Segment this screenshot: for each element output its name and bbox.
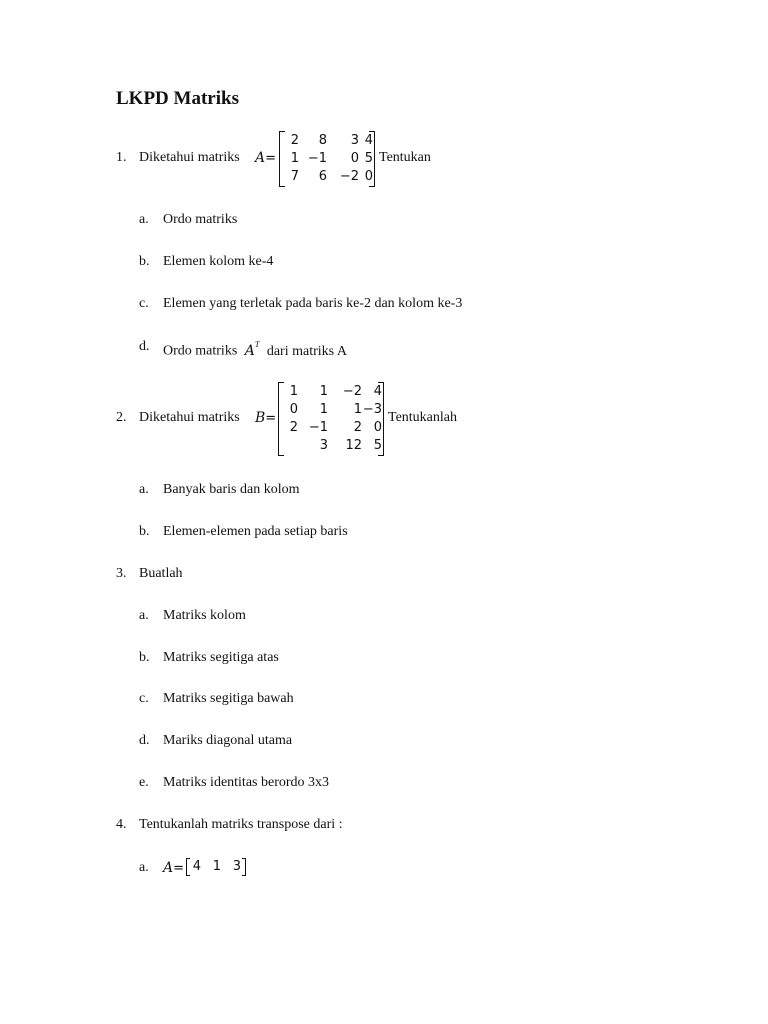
q1-matrix-var: A <box>255 150 266 166</box>
q1-item-c-text: Elemen yang terletak pada baris ke-2 dan kolom ke-3 <box>163 296 463 311</box>
matrix-right-bracket <box>242 858 246 876</box>
matrix-b <box>278 382 384 456</box>
q1-item-d-after: dari matriks A <box>266 343 347 359</box>
q2-after-text: Tentukanlah <box>388 410 457 425</box>
q1-item-b-text: Elemen kolom ke-4 <box>163 254 274 269</box>
q1-item-a-text: Ordo matriks <box>163 212 238 227</box>
q3-item-b-label: b. <box>139 650 150 665</box>
matrix-row-vector <box>186 858 246 876</box>
matrix-cell: 3 <box>350 133 359 148</box>
matrix-cell: 6 <box>318 169 327 184</box>
matrix-cell: 0 <box>373 420 382 435</box>
q3-item-a-label: a. <box>139 608 149 623</box>
matrix-a <box>279 131 375 187</box>
matrix-cell: 2 <box>289 420 298 435</box>
q1-number: 1. <box>116 150 127 165</box>
q2-item-a-label: a. <box>139 482 149 497</box>
q3-number: 3. <box>116 566 127 581</box>
matrix-cell: 1 <box>289 384 298 399</box>
matrix-row <box>284 419 382 437</box>
q1-item-d-var: A <box>244 342 255 359</box>
q1-item-b-label: b. <box>139 254 150 269</box>
matrix-cell: 1 <box>290 151 299 166</box>
matrix-cell: 12 <box>345 438 362 453</box>
matrix-cell: 0 <box>364 169 373 184</box>
q2-matrix-var: B <box>255 410 266 426</box>
matrix-cell: 1 <box>319 402 328 417</box>
matrix-cell: −1 <box>307 151 327 166</box>
q3-item-c-label: c. <box>139 691 149 706</box>
q3-item-a-text: Matriks kolom <box>163 608 246 623</box>
matrix-cell: 5 <box>364 151 373 166</box>
q4-item-a-label: a. <box>139 860 149 875</box>
matrix-row <box>284 401 382 419</box>
matrix-cell: 0 <box>350 151 359 166</box>
q2-equals: = <box>265 411 277 426</box>
q2-item-b-text: Elemen-elemen pada setiap baris <box>163 524 348 539</box>
q3-item-d-label: d. <box>139 733 150 748</box>
matrix-cell: −1 <box>308 420 328 435</box>
q2-item-a-text: Banyak baris dan kolom <box>163 482 300 497</box>
q3-item-e-label: e. <box>139 775 149 790</box>
matrix-cell: 7 <box>290 169 299 184</box>
matrix-cell: −2 <box>339 169 359 184</box>
matrix-cell: 1 <box>353 402 362 417</box>
matrix-cell: 5 <box>373 438 382 453</box>
q3-item-d-text: Mariks diagonal utama <box>163 733 293 748</box>
matrix-row <box>284 383 382 401</box>
page-title: LKPD Matriks <box>116 88 239 109</box>
q3-item-e-text: Matriks identitas berordo 3x3 <box>163 775 330 790</box>
matrix-row <box>285 168 373 186</box>
q2-text: Diketahui matriks <box>139 410 240 425</box>
q2-number: 2. <box>116 410 127 425</box>
q4-text: Tentukanlah matriks transpose dari : <box>139 817 343 832</box>
q1-item-d-text: Ordo matriks <box>163 343 238 359</box>
transpose-superscript: T <box>254 340 260 349</box>
q1-item-d-label: d. <box>139 339 150 354</box>
q1-text: Diketahui matriks <box>139 150 240 165</box>
q4-item-a-var: A <box>163 860 174 876</box>
matrix-row <box>284 437 382 455</box>
q1-equals: = <box>265 151 277 166</box>
matrix-row <box>190 858 241 876</box>
matrix-cell: 8 <box>318 133 327 148</box>
matrix-cell: 3 <box>232 859 241 874</box>
matrix-cell: −2 <box>342 384 362 399</box>
q1-after-text: Tentukan <box>379 150 431 165</box>
q4-number: 4. <box>116 817 127 832</box>
matrix-cell: 4 <box>364 133 373 148</box>
matrix-cell: 2 <box>353 420 362 435</box>
matrix-cell: 0 <box>289 402 298 417</box>
matrix-cell: 1 <box>212 859 221 874</box>
matrix-cell: 4 <box>373 384 382 399</box>
matrix-row <box>285 150 373 168</box>
q3-item-c-text: Matriks segitiga bawah <box>163 691 294 706</box>
matrix-cell: 4 <box>192 859 201 874</box>
q3-item-b-text: Matriks segitiga atas <box>163 650 279 665</box>
q1-item-a-label: a. <box>139 212 149 227</box>
matrix-cell: 1 <box>319 384 328 399</box>
matrix-cell <box>284 437 298 455</box>
matrix-cell: 2 <box>290 133 299 148</box>
q4-item-a-equals: = <box>173 861 185 876</box>
q2-item-b-label: b. <box>139 524 150 539</box>
q3-text: Buatlah <box>139 566 183 581</box>
matrix-cell: 3 <box>319 438 328 453</box>
q1-item-c-label: c. <box>139 296 149 311</box>
matrix-cell: −3 <box>362 402 382 417</box>
matrix-row <box>285 132 373 150</box>
